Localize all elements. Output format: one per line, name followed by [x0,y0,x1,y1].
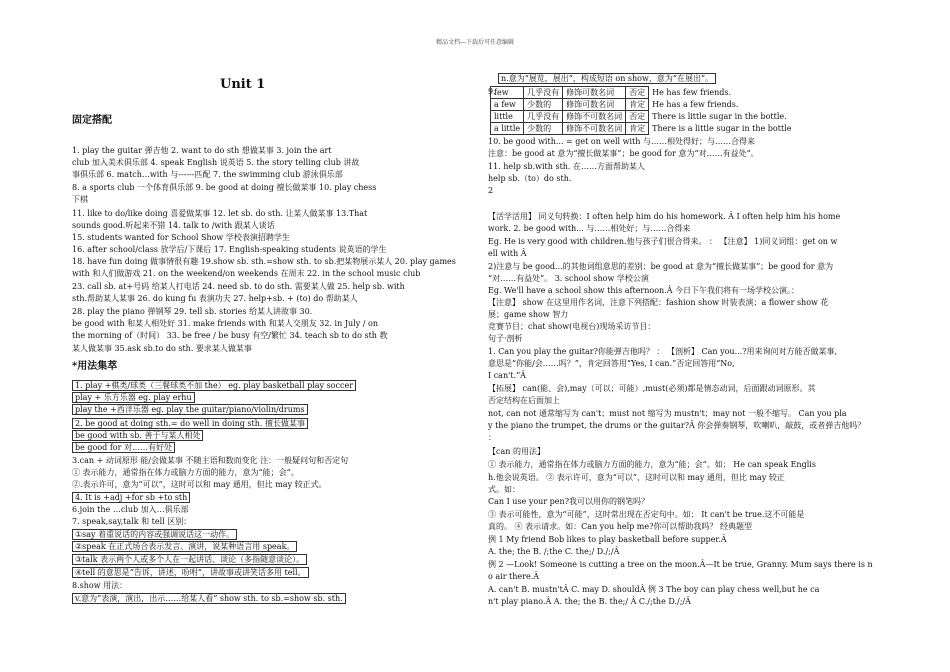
usage-line: ④tell 的意思是“告诉，讲述，吩咐”，讲故事或讲笑话多用 tell。 [72,568,309,578]
table-cell: He has few friends. [652,88,732,97]
text-line: 展；game show 智力 [488,310,569,319]
text-line: 2 [488,186,494,195]
phrase-line: 28. play the piano 弹钢琴 29. tell sb. stories 给某人讲故事 30. [72,307,313,316]
text-line: help sb.（to）do sth. [488,174,572,183]
section-heading-fixed-phrases: 固定搭配 [72,115,112,126]
usage-line: 7. speak,say,talk 和 tell 区别： [72,517,192,526]
text-line: work. 2. be good with... 与……相处好；与……合得来 [488,224,691,233]
usage-line: v.意为“表演，演出，出示……给某人看” show sth. to sb.=show sb. sth. [72,594,346,604]
few-little-table [490,86,795,135]
table-cell: a few [491,99,524,111]
text-line: A. the; the B. /;the C. the;/ D./;/Â [488,547,620,556]
usage-line: 1. play +棋类/球类（三餐球类不加 the） eg. play basketball play soccer [72,381,356,391]
text-line: 2)注意与 be good...的其他词组意思的差别：be good at 意为“擅长做某事”；be good for 意为 [488,262,834,271]
table-cell: 肯定 [626,99,649,111]
text-line: 真的。 ④ 表示请求。如：Can you help me?你可以帮助我吗？ 经典题型 [488,522,752,531]
text-line: 【活学活用】 同义句转换：I often help him do his homework. Â I often help him his home [488,212,841,221]
phrase-line: sth.帮助某人某事 26. do kung fu 表演功夫 27. help+sb. + (to) do 帮助某人 [72,294,358,303]
usage-line: play the +西洋乐器 eg. play the guitar/piano/violin/drums [72,405,308,415]
text-line: 意思是“你能/会……吗？”，肯定回答用“Yes, I can.”否定回答用“No, [488,359,735,368]
usage-line: play + 乐方乐器 eg. play erhu [72,393,195,403]
table-row [491,123,795,135]
table-cell: 修饰可数名词 [563,87,626,99]
table-cell: 肯定 [626,123,649,135]
text-line: o air there.Â [488,572,540,581]
text-line: n't play piano.Â A. the; the B. the;/ Â C./;the D./;/Â [488,597,691,606]
text-line: ③ 表示可能性，意为“可能”，这时常出现在否定句中。如： It can't be true.这不可能是 [488,510,805,519]
phrase-line: the morning of（时间） 33. be free / be busy 有空/繁忙 34. teach sb to do sth 教 [72,331,388,340]
text-line: 1. Can you play the guitar?你能弹吉他吗？ ： 【剖析】 Can you...?用来询问对方能否做某事, [488,347,838,356]
table-prefix: 9. [488,87,496,96]
table-cell: 修饰不可数名词 [563,123,626,135]
phrase-line: 18. have fun doing 做事情很有趣 19.show sb. sth.=show sth. to sb.把某物展示某人 20. play games [72,257,456,266]
phrase-line: 1. play the guitar 弹吉他 2. want to do sth 想做某事 3. join the art [72,146,332,155]
phrase-line: be good with 和某人相处好 31. make friends with 和某人交朋友 32. in July / on [72,319,378,328]
usage-line: be good for 对……有好处 [72,443,175,453]
table-row [491,111,795,123]
table-cell: 几乎没有 [524,87,563,99]
text-line: 【拓展】 can(能、会),may（可以；可能）,must(必须)都是情态动词，后面跟动词原形。其 [488,384,816,393]
table-cell: few [491,87,524,99]
text-line: 【注意】 show 在这里用作名词，注意下列搭配：fashion show 时装表演；a flower show 花 [488,298,829,307]
usage-line: 8.show 用法： [72,581,128,590]
usage-line: 4. It is +adj +for sb +to sth [72,493,190,503]
usage-line: be good with sb. 善于与某人相处 [72,431,203,441]
table-cell: There is little sugar in the bottle. [652,112,787,121]
phrase-line: 15. students wanted for School Show 学校表演招聘学生 [72,233,290,242]
table-cell: There is a little sugar in the bottle [652,124,792,133]
text-line: ell with Â [488,249,527,258]
usage-line: 6.join the …club 加入…俱乐部 [72,505,189,514]
text-line: 例 2 —Look! Someone is cutting a tree on the moon.Â—It be true, Granny. Mum says there is n [488,560,873,569]
text-line: I can't.”Â [488,371,526,380]
text-line: h.他会说英语。 ② 表示许可，意为“可以”，这时可以和 may 通用，但比 may 较正 [488,473,785,482]
table-cell: He has a few friends. [652,100,739,109]
text-line: not, can not 通常缩写为 can't；must not 缩写为 mustn't；may not 一般不缩写。 Can you pla [488,409,847,418]
table-cell: 几乎没有 [524,111,563,123]
usage-line: ②speak 在正式场合表示发言、演讲，说某种语言用 speak。 [72,542,297,552]
text-line: 10. be good with... = get on well with 与……相处得好；与……合得来 [488,137,755,146]
usage-line: ②.表示许可，意为“可以”，这时可以和 may 通用，但比 may 较正式。 [72,480,327,489]
table-cell: 少数的 [524,99,563,111]
text-line: ① 表示能力，通常指在体力或脑力方面的能力，意为“能；会”。如： He can speak Englis [488,460,816,469]
section-heading-usage: *用法集萃 [72,361,118,372]
text-line: 注意：be good at 意为“擅长做某事”；be good for 意为“对……有益处”。 [488,149,759,158]
page-header: 精品文档---下载后可任意编辑 [435,39,515,46]
phrase-line: 16. after school/class 放学后/下课后 17. English-speaking students 说英语的学生 [72,245,387,254]
text-line: Eg. He is very good with children.他与孩子们很合得来。 ： 【注意】 1)同义词组：get on w [488,237,838,246]
table-row [491,87,795,99]
text-line: A. can't B. mustn'tÂ C. may D. shouldÂ 例 3 The boy can play chess well,but he ca [488,585,820,594]
show-noun-box: n.意为“展览，展出”，构成短语 on show，意为“在展出”。 [498,74,716,84]
phrase-line: 事俱乐部 6. match…with 与------匹配 7. the swimming club 游泳俱乐部 [72,170,343,179]
table-cell: 修饰可数名词 [563,99,626,111]
text-line: 竞赛节目；chat show(电视台)现场采访节目： [488,322,656,331]
usage-line: 3.can + 动词原形 能/会做某事 不随主语和数而变化 注：一般疑问句和否定句 [72,456,349,465]
phrase-line: 11. like to do/like doing 喜爱做某事 12. let sb. do sth. 让某人做某事 13.That [72,209,368,218]
text-line: y the piano the trumpet, the drums or the guitar?Â 你会弹奏钢琴，吹喇叭，敲鼓，或者弹吉他吗？ [488,421,866,430]
usage-line: 2. be good at doing sth.= do well in doing sth. 擅长做某事 [72,419,308,429]
usage-line: ① 表示能力，通常指在体力或脑力方面的能力，意为“能；会”。 [72,468,299,477]
text-line: Eg. We'll have a school show this afternoon.Â 今日下午我们将有一场学校公演。： [488,286,800,295]
unit-title: Unit 1 [220,77,266,92]
text-line: 【can 的用法】 [488,447,545,456]
text-line: “对……有益处”。 3. school show 学校公演 [488,274,649,283]
text-line: 式。如： [488,485,520,494]
table-cell: a little [491,123,524,135]
table-cell: 否定 [626,111,649,123]
text-line: 句子·剖析 [488,334,523,343]
text-line: ： [488,433,496,442]
usage-line: ①say 着重说话的内容或强调说话这一动作。 [72,530,237,540]
table-cell: 少数的 [524,123,563,135]
table-cell: little [491,111,524,123]
table-row [491,99,795,111]
phrase-line: 8. a sports club 一个体育俱乐部 9. be good at doing 擅长做某事 10. play chess [72,183,377,192]
text-line: Can I use your pen?我可以用你的钢笔吗？ [488,497,649,506]
phrase-line: with 和人们做游戏 21. on the weekend/on weekends 在周末 22. in the school music club [72,269,421,278]
phrase-line: 23. call sb. at+号码 给某人打电话 24. need sb. to do sth. 需要某人做 25. help sb. with [72,282,405,291]
table-cell: 否定 [626,87,649,99]
phrase-line: 某人做某事 35.ask sb.to do sth. 要求某人做某事 [72,344,252,353]
phrase-line: 下棋 [72,195,88,204]
usage-line: ③talk 表示两个人或多个人在一起讲话、谈论（多指随意谈论）。 [72,555,307,565]
text-line: 11. help sb.with sth. 在……方面帮助某人 [488,162,646,171]
phrase-line: club 加入美术俱乐部 4. speak English 说英语 5. the story telling club 讲故 [72,158,360,167]
table-cell: 修饰不可数名词 [563,111,626,123]
phrase-line: sounds good.听起来不错 14. talk to /with 跟某人谈话 [72,221,275,230]
text-line: 否定结构在后面加上 [488,396,560,405]
text-line: 例 1 My friend Bob likes to play basketball before supper.Â [488,535,727,544]
